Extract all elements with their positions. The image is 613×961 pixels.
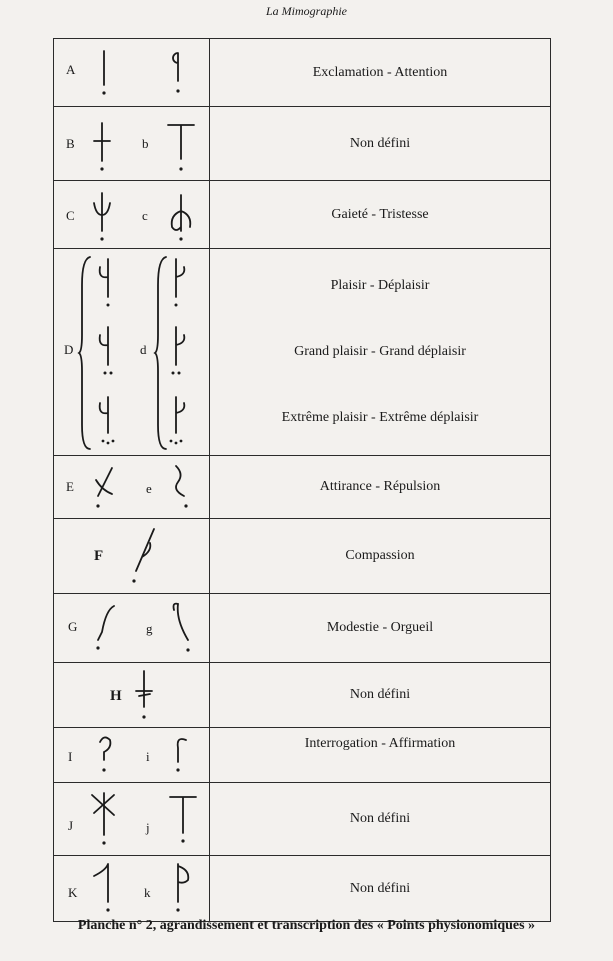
meaning-line: Grand plaisir - Grand déplaisir <box>294 344 466 359</box>
letter-upper: F <box>94 548 104 564</box>
glyph-symbol <box>90 191 114 243</box>
page-header: La Mimographie <box>266 4 347 18</box>
meaning-cell-h: Non défini <box>210 663 551 728</box>
meaning-line: Extrême plaisir - Extrême déplaisir <box>281 410 479 425</box>
glyph-symbol-column <box>166 257 192 447</box>
glyph-cell-e <box>54 456 210 519</box>
glyph-symbol <box>166 464 196 514</box>
glyph-symbol <box>166 47 190 97</box>
letter-upper: K <box>68 885 78 900</box>
glyph-symbol <box>166 600 196 656</box>
meaning-cell-i: Interrogation - Affirmation <box>210 728 551 783</box>
glyph-cell-i <box>54 728 210 783</box>
letter-lower: i <box>146 749 150 764</box>
table-row-a <box>54 39 551 107</box>
meaning-cell-k: Non défini <box>210 856 551 922</box>
glyph-symbol <box>166 793 200 849</box>
letter-upper: A <box>66 62 76 77</box>
table-row-c <box>54 181 551 249</box>
letter-upper: B <box>66 136 75 151</box>
table-row-h <box>54 663 551 728</box>
letter-upper: J <box>68 818 74 833</box>
letter-upper: E <box>66 479 74 494</box>
glyph-cell-k <box>54 856 210 922</box>
glyph-cell-f <box>54 519 210 594</box>
table-row-j <box>54 783 551 856</box>
meaning-cell-c: Gaieté - Tristesse <box>210 181 551 249</box>
glyph-symbol <box>166 191 196 243</box>
letter-upper: G <box>68 619 78 634</box>
meaning-cell-j: Non défini <box>210 783 551 856</box>
glyph-symbol <box>94 47 114 97</box>
meaning-cell-f: Compassion <box>210 519 551 594</box>
letter-lower: g <box>146 621 153 636</box>
glyph-symbol <box>168 734 192 778</box>
meaning-cell-a: Exclamation - Attention <box>210 39 551 107</box>
letter-lower: b <box>142 136 149 151</box>
letter-lower: e <box>146 481 152 496</box>
glyph-table <box>53 38 551 922</box>
glyph-cell-g <box>54 594 210 663</box>
glyph-symbol <box>132 669 156 723</box>
glyph-symbol <box>90 862 124 918</box>
table-row-k <box>54 856 551 922</box>
brace-left <box>78 255 92 451</box>
table-row-d <box>54 249 551 456</box>
figure-caption: Planche n° 2, agrandissement et transcription des « Points physionomiques » <box>77 918 536 933</box>
meaning-line: Plaisir - Déplaisir <box>330 278 430 293</box>
glyph-symbol <box>166 121 196 173</box>
meaning-cell-b: Non défini <box>210 107 551 181</box>
glyph-symbol <box>94 734 118 778</box>
table-row-i <box>54 728 551 783</box>
meaning-cell-g: Modestie - Orgueil <box>210 594 551 663</box>
letter-lower: c <box>142 208 148 223</box>
glyph-symbol <box>168 862 198 918</box>
glyph-cell-d <box>54 249 210 456</box>
table-row-f <box>54 519 551 594</box>
table-row-b <box>54 107 551 181</box>
glyph-cell-c <box>54 181 210 249</box>
meaning-cell-e: Attirance - Répulsion <box>210 456 551 519</box>
letter-lower: d <box>140 342 147 357</box>
glyph-symbol <box>126 527 162 587</box>
meaning-cell-d <box>210 249 551 456</box>
glyph-cell-a <box>54 39 210 107</box>
letter-upper: C <box>66 208 75 223</box>
glyph-symbol <box>92 602 122 656</box>
table-row-e <box>54 456 551 519</box>
table-row-g <box>54 594 551 663</box>
letter-lower: k <box>144 885 151 900</box>
glyph-symbol <box>84 789 124 849</box>
glyph-symbol <box>90 464 120 514</box>
glyph-symbol-column <box>92 257 118 447</box>
glyph-symbol <box>90 121 114 173</box>
glyph-cell-h <box>54 663 210 728</box>
letter-upper: I <box>68 749 73 764</box>
letter-upper: H <box>110 688 122 704</box>
letter-upper: D <box>64 342 74 357</box>
glyph-cell-j <box>54 783 210 856</box>
letter-lower: j <box>146 820 150 835</box>
glyph-cell-b <box>54 107 210 181</box>
